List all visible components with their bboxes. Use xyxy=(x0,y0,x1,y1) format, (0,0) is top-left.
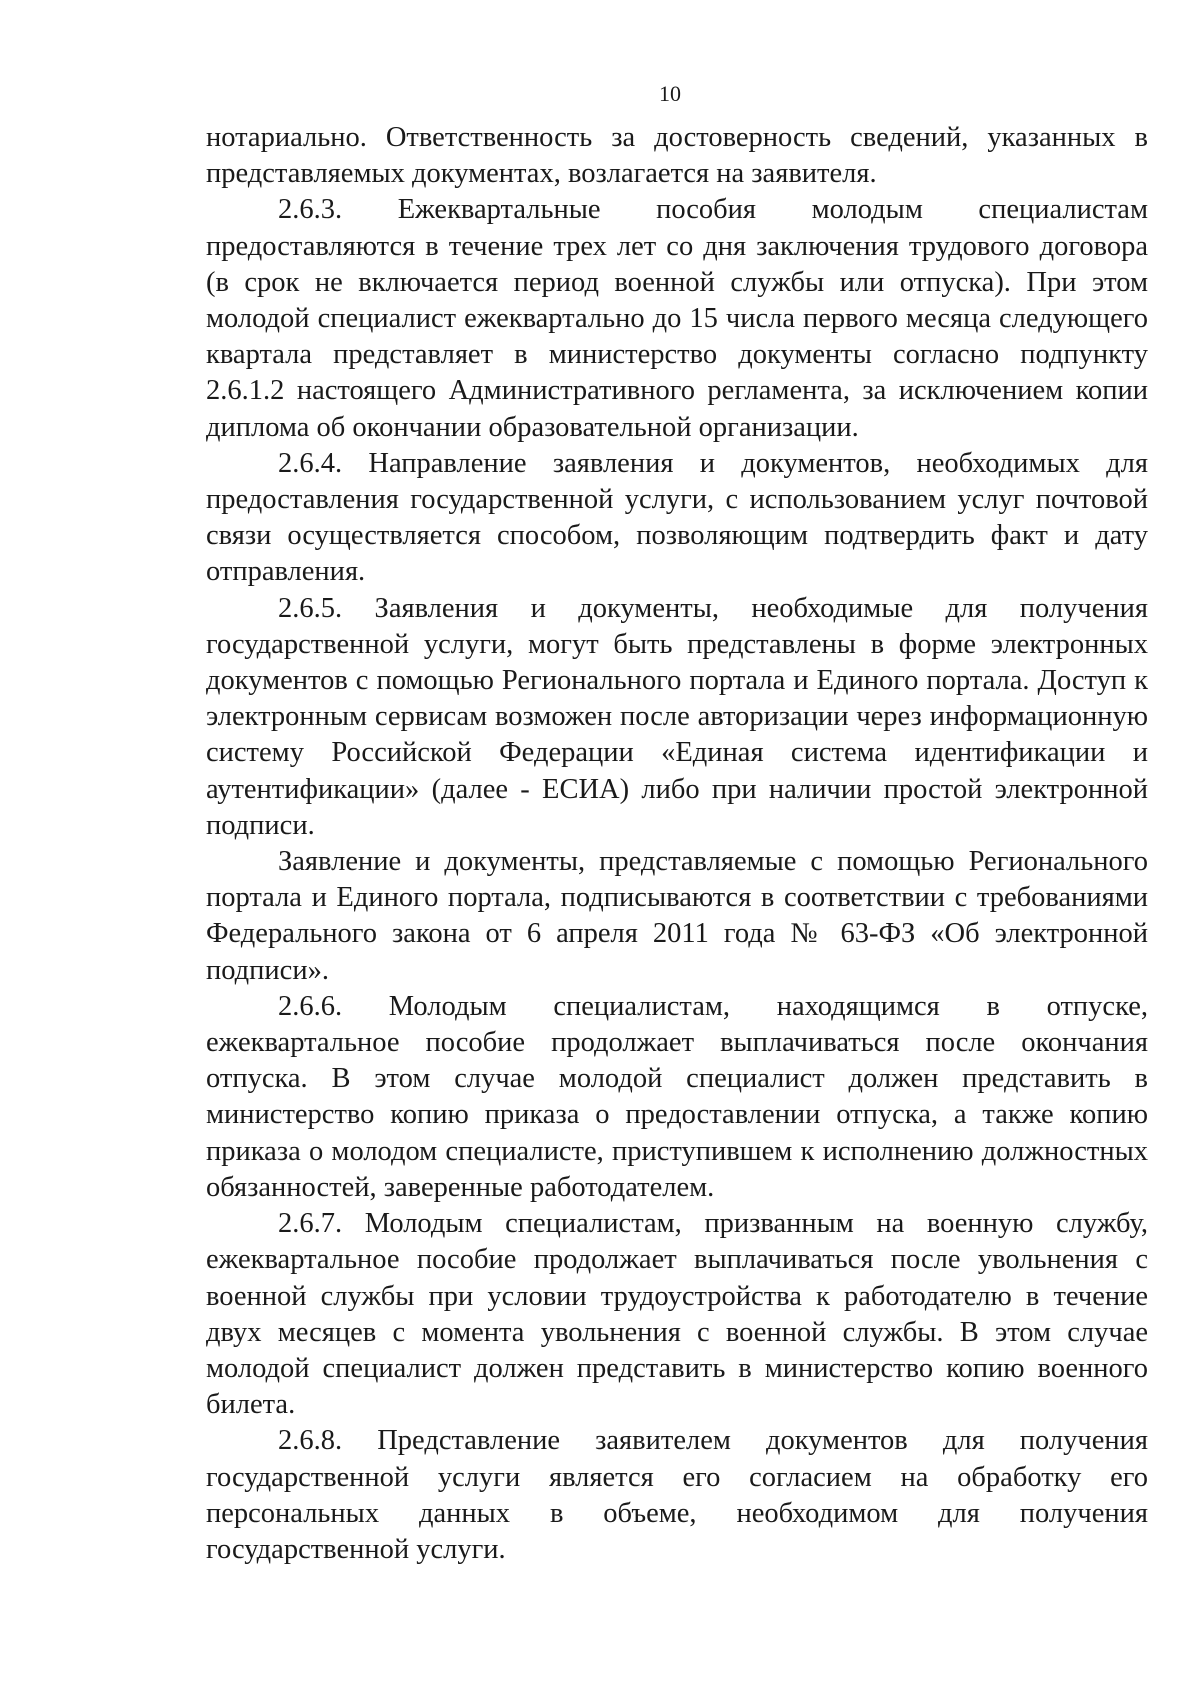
paragraph-2-6-5-signature: Заявление и документы, представляемые с помощью Регионального портала и Единого портала, подписываются в соответствии с требованиями Федерального закона от 6 апреля 2011 года № 63-ФЗ «Об электронной подписи». xyxy=(206,846,1148,986)
page-number: 10 xyxy=(659,81,681,106)
paragraph-2-6-5: 2.6.5. Заявления и документы, необходимые для получения государственной услуги, могут быть представлены в форме электронных документов с помощью Регионального портала и Единого портала. Доступ к электронным сервисам возможен после авторизации через информационную систему Российской Федерации «Единая система идентификации и аутентификации» (далее - ЕСИА) либо при наличии простой электронной подписи. xyxy=(206,592,1148,841)
paragraph-2-6-7: 2.6.7. Молодым специалистам, призванным на военную службу, ежеквартальное пособие продолжает выплачиваться после увольнения с военной службы при условии трудоустройства к работодателю в течение двух месяцев с момента увольнения с военной службы. В этом случае молодой специалист должен представить в министерство копию военного билета. xyxy=(206,1208,1148,1421)
paragraph-continuation: нотариально. Ответственность за достоверность сведений, указанных в представляемых документах, возлагается на заявителя. xyxy=(206,122,1148,190)
paragraph-2-6-6: 2.6.6. Молодым специалистам, находящимся в отпуске, ежеквартальное пособие продолжает выплачиваться после окончания отпуска. В этом случае молодой специалист должен представить в министерство копию приказа о предоставлении отпуска, а также копию приказа о молодом специалисте, приступившем к исполнению должностных обязанностей, заверенные работодателем. xyxy=(206,990,1148,1203)
paragraph-2-6-4: 2.6.4. Направление заявления и документов, необходимых для предоставления государственной услуги, с использованием услуг почтовой связи осуществляется способом, позволяющим подтвердить факт и дату отправления. xyxy=(206,447,1148,588)
paragraph-2-6-3: 2.6.3. Ежеквартальные пособия молодым специалистам предоставляются в течение трех лет со дня заключения трудового договора (в срок не включается период военной службы или отпуска). При этом молодой специалист ежеквартально до 15 числа первого месяца следующего квартала представляет в министерство документы согласно подпункту 2.6.1.2 настоящего Административного регламента, за исключением копии диплома об окончании образовательной организации. xyxy=(206,194,1148,443)
document-body xyxy=(206,120,1148,1568)
paragraph-2-6-8: 2.6.8. Представление заявителем документов для получения государственной услуги является его согласием на обработку его персональных данных в объеме, необходимом для получения государственной услуги. xyxy=(206,1425,1148,1565)
